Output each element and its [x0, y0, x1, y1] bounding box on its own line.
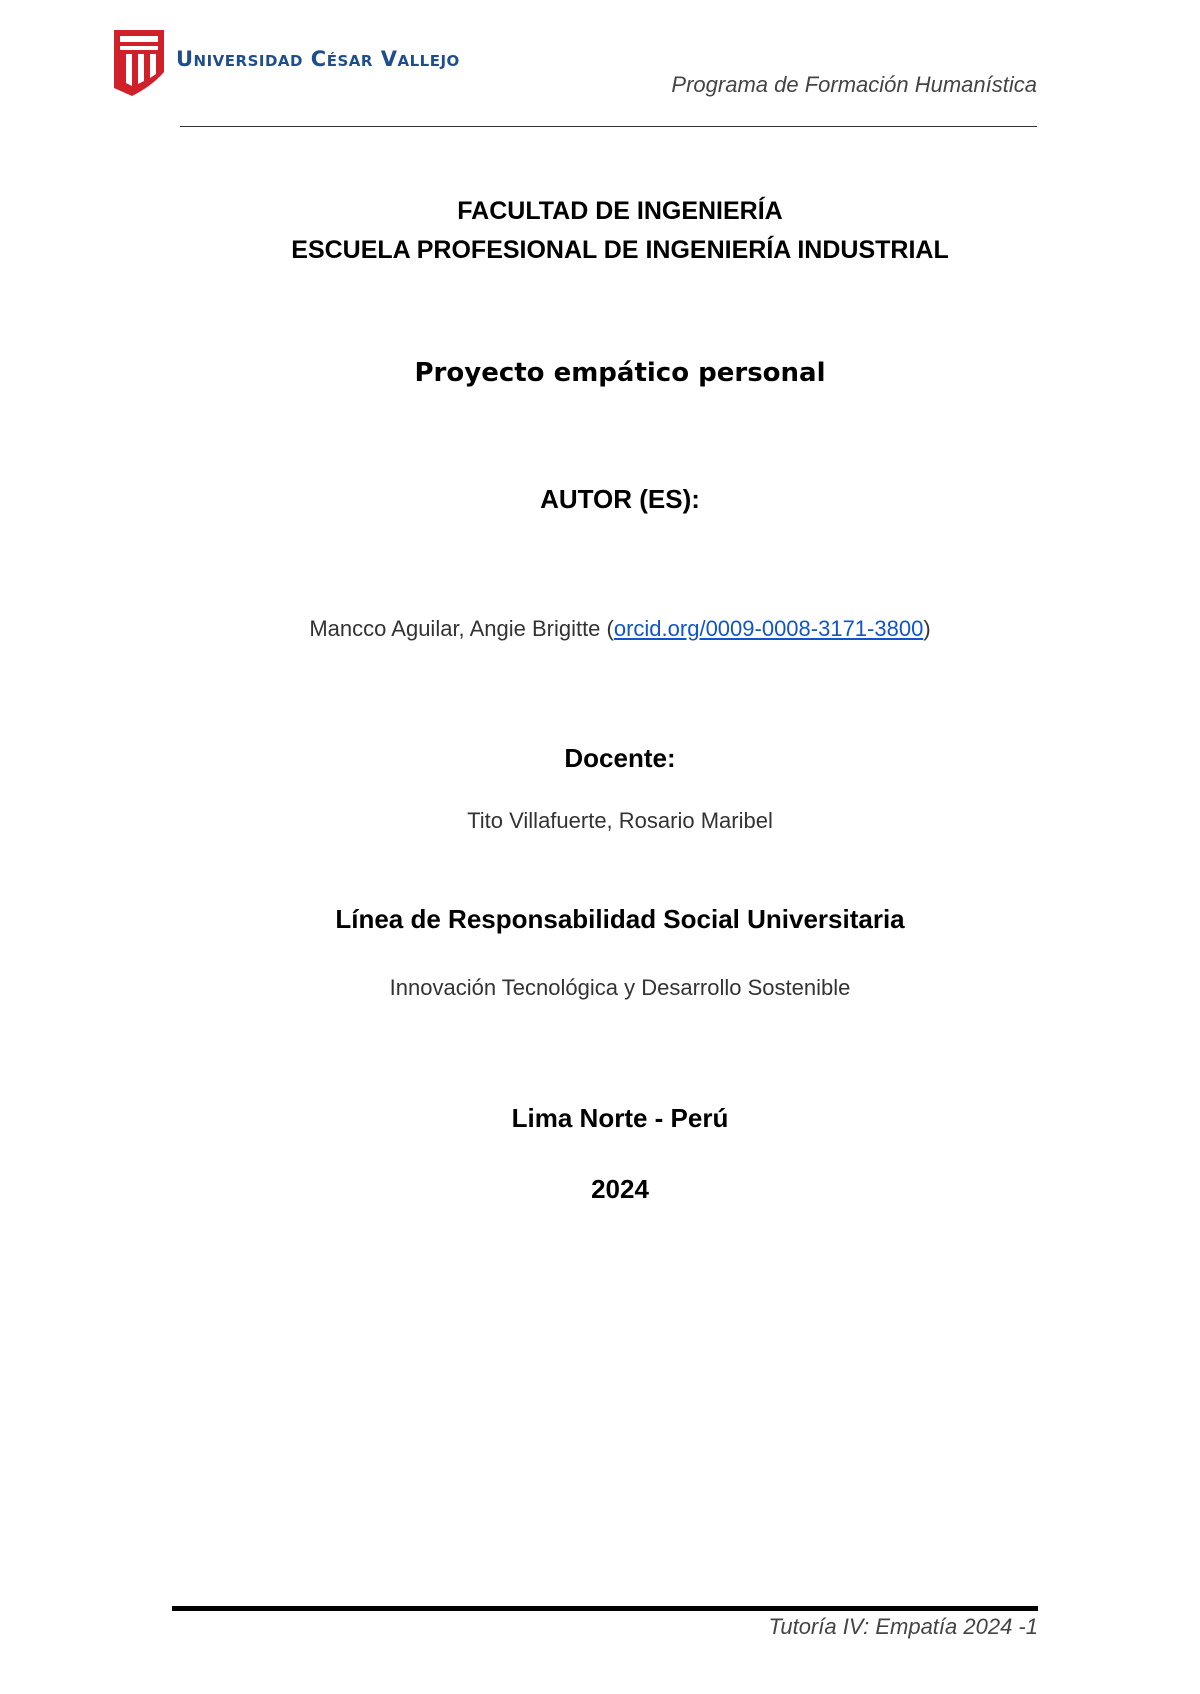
- year: 2024: [591, 1174, 649, 1204]
- school-name: ESCUELA PROFESIONAL DE INGENIERÍA INDUSTRIAL: [291, 236, 949, 264]
- footer-divider: [172, 1606, 1038, 1611]
- author-line: [0, 616, 1200, 642]
- docente-name: Tito Villafuerte, Rosario Maribel: [467, 808, 773, 833]
- author-close: ): [923, 616, 931, 641]
- program-header: Programa de Formación Humanística: [671, 72, 1037, 97]
- faculty-name: FACULTAD DE INGENIERÍA: [457, 197, 783, 225]
- header-divider: [180, 126, 1037, 127]
- rsu-value: Innovación Tecnológica y Desarrollo Sostenible: [389, 975, 851, 1000]
- author-name: Mancco Aguilar, Angie Brigitte (: [309, 616, 614, 641]
- document-title: Proyecto empático personal: [414, 358, 826, 388]
- footer-text: Tutoría IV: Empatía 2024 -1: [768, 1614, 1038, 1639]
- ucv-shield-icon: [112, 26, 166, 98]
- place: Lima Norte - Perú: [511, 1103, 729, 1133]
- rsu-label: Línea de Responsabilidad Social Universitaria: [335, 904, 905, 934]
- orcid-link[interactable]: orcid.org/0009-0008-3171-3800: [613, 616, 924, 641]
- faculty-block: [0, 192, 1200, 270]
- authors-label: AUTOR (ES):: [540, 484, 700, 514]
- docente-label: Docente:: [564, 743, 676, 773]
- university-logo: [112, 26, 460, 98]
- logo-text: Universidad César Vallejo: [176, 47, 460, 71]
